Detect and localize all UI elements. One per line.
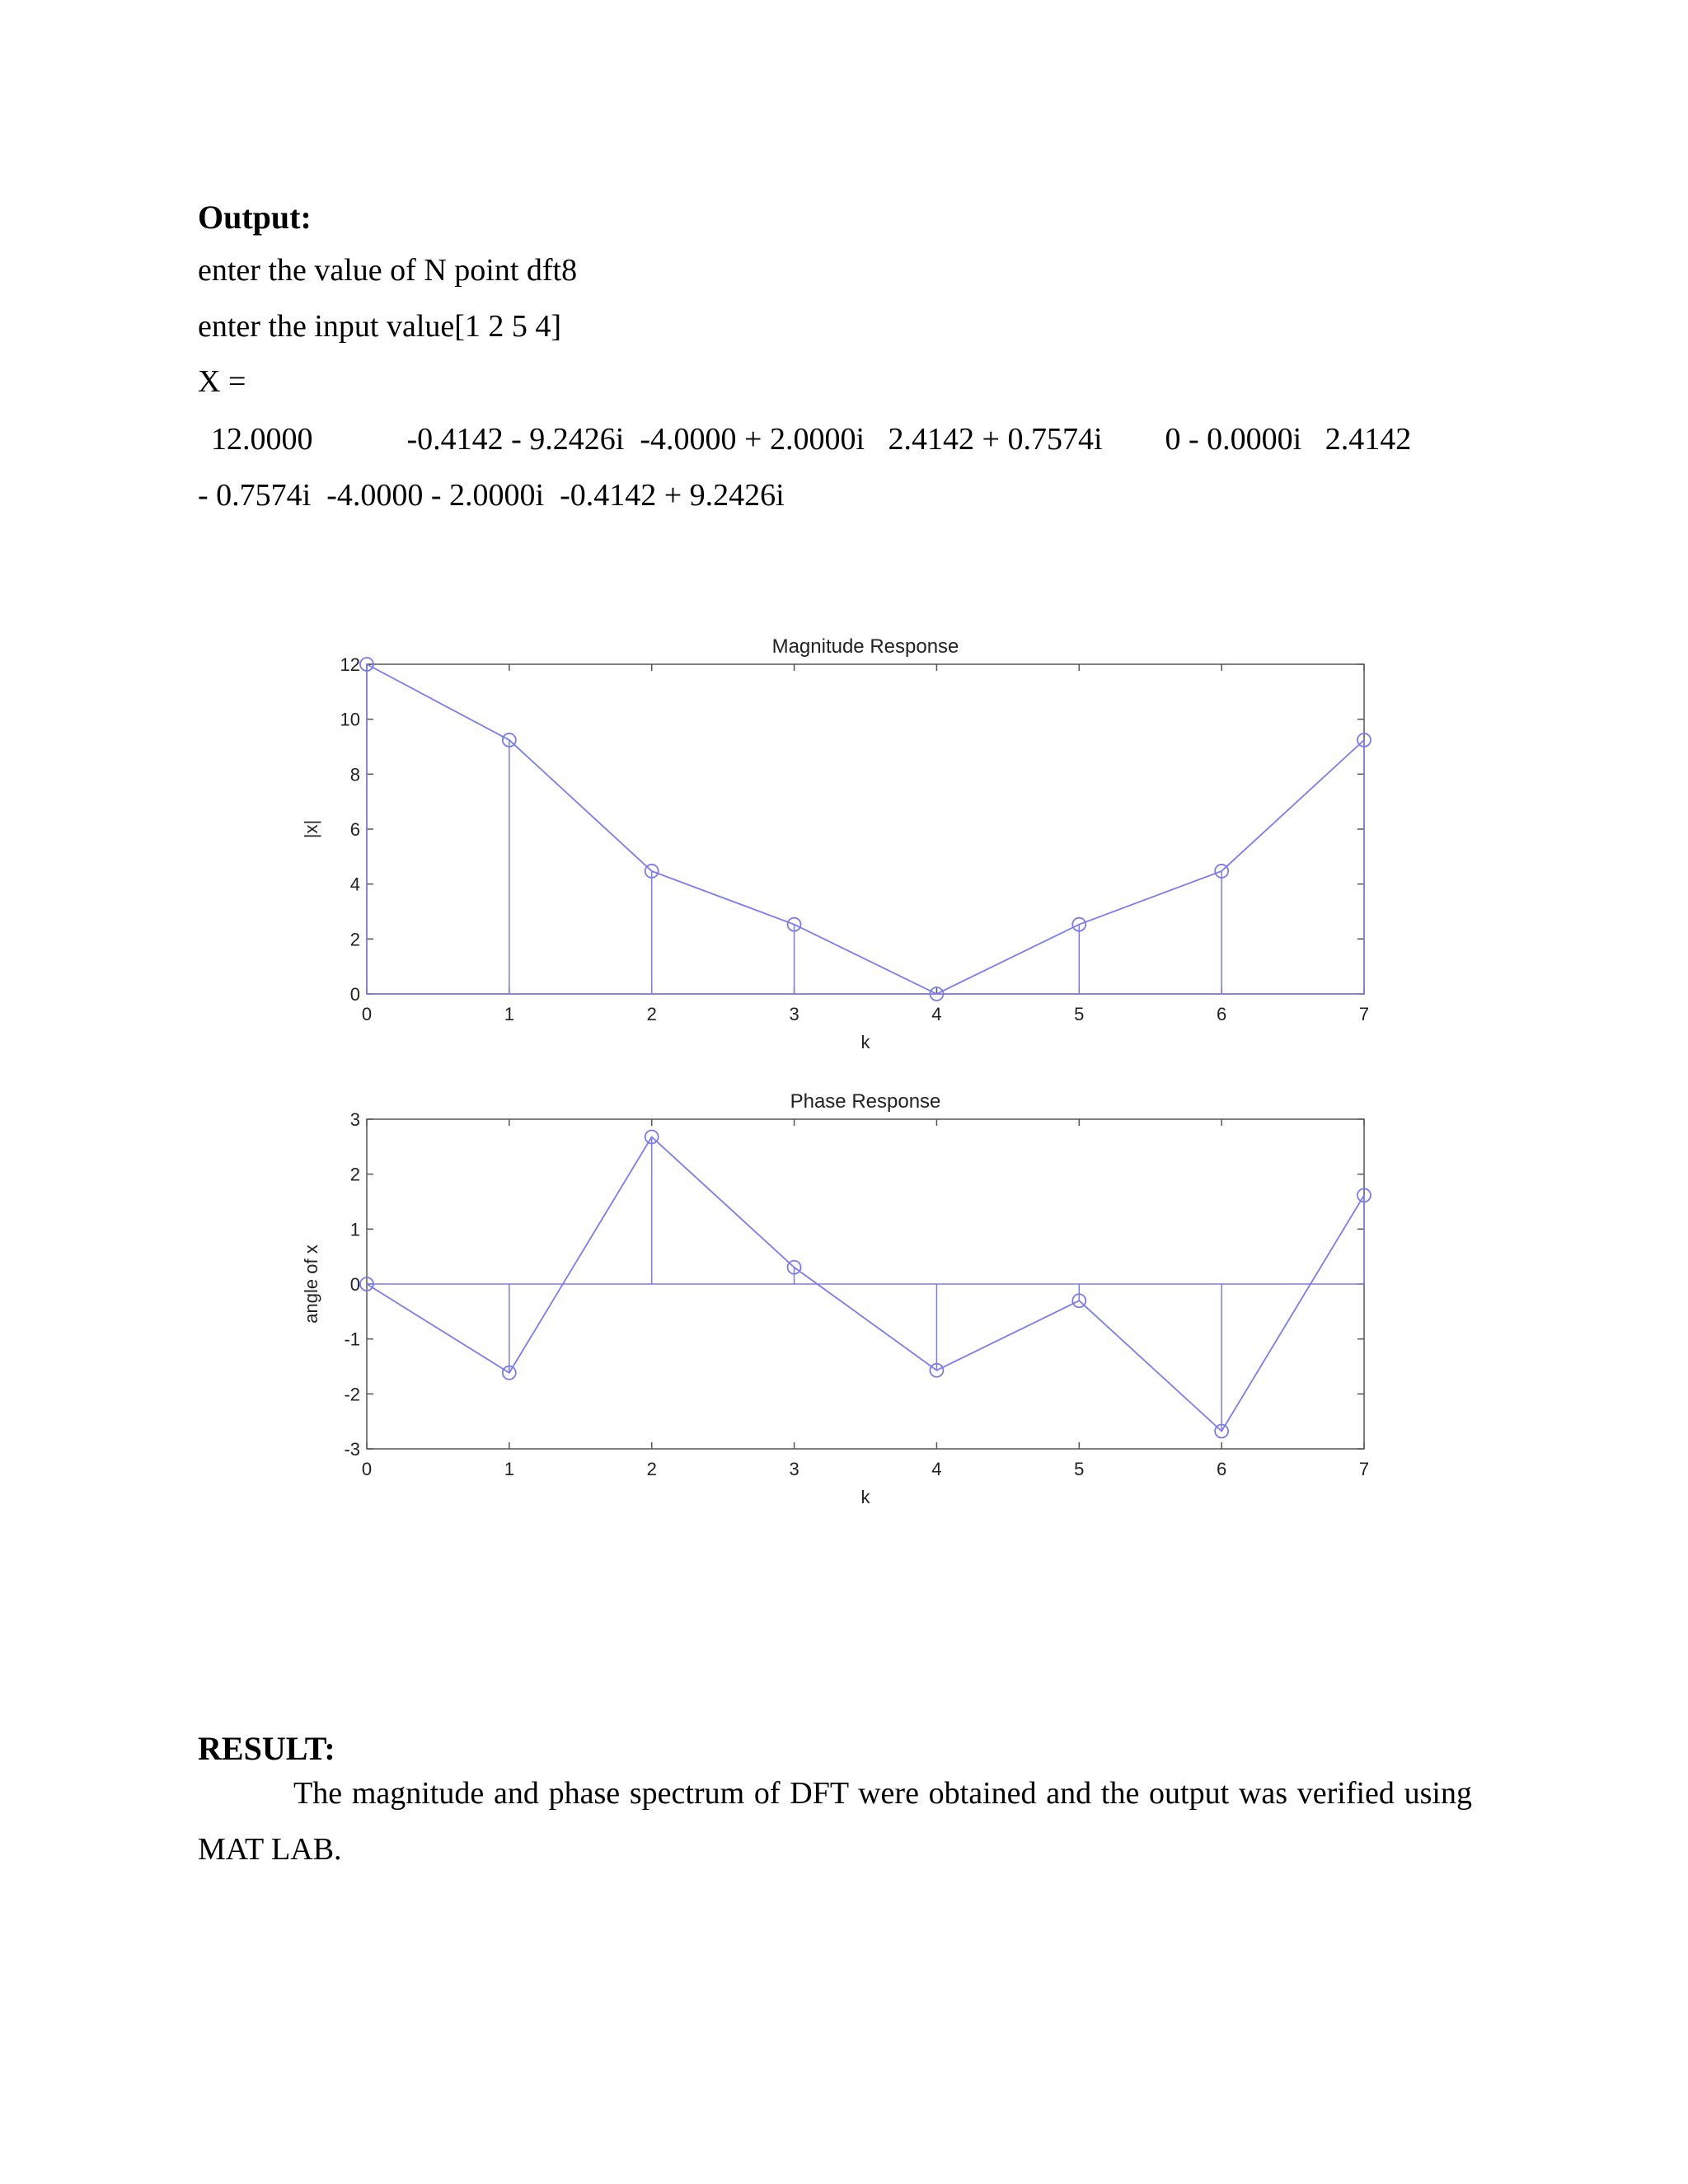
y-axis-label: angle of x — [301, 1244, 321, 1324]
x-tick-label: 6 — [1217, 1004, 1227, 1024]
y-tick-label: -2 — [344, 1384, 360, 1405]
x-tick-label: 0 — [361, 1004, 373, 1024]
x-axis-label: k — [860, 1487, 870, 1507]
y-tick-label: 2 — [349, 1164, 360, 1185]
y-tick-label: 6 — [349, 819, 360, 840]
dft-figure — [288, 618, 1376, 1525]
chart-title: Magnitude Response — [771, 635, 959, 658]
y-tick-label: 0 — [349, 984, 360, 1005]
x-tick-label: 3 — [789, 1004, 799, 1024]
y-axis-label: |x| — [301, 819, 321, 839]
y-tick-label: 1 — [349, 1219, 360, 1240]
dft-values-line-1: 12.0000 -0.4142 - 9.2426i -4.0000 + 2.0000i 2.4142 + 0.7574i 0 - 0.0000i 2.4142 — [211, 422, 1412, 457]
y-tick-label: 2 — [349, 929, 360, 950]
x-tick-label: 2 — [646, 1004, 657, 1024]
x-tick-label: 4 — [931, 1459, 942, 1479]
chart-title: Phase Response — [790, 1090, 941, 1113]
dft-values-line-2: - 0.7574i -4.0000 - 2.0000i -0.4142 + 9.2426i — [198, 478, 785, 513]
x-tick-label: 7 — [1358, 1459, 1370, 1479]
x-axis-label: k — [860, 1032, 870, 1052]
y-tick-label: -3 — [344, 1439, 360, 1460]
x-tick-label: 1 — [504, 1004, 514, 1024]
x-tick-label: 1 — [504, 1459, 514, 1479]
x-tick-label: 3 — [789, 1459, 799, 1479]
series-line — [367, 664, 1364, 994]
y-tick-label: 4 — [349, 874, 360, 895]
magnitude-plot — [301, 635, 1371, 1052]
x-tick-label: 2 — [646, 1459, 657, 1479]
x-tick-label: 0 — [361, 1459, 373, 1479]
y-tick-label: -1 — [344, 1329, 360, 1350]
x-tick-label: 5 — [1074, 1459, 1085, 1479]
x-tick-label: 4 — [931, 1004, 942, 1024]
x-tick-label: 5 — [1074, 1004, 1085, 1024]
result-heading: RESULT: — [198, 1730, 335, 1767]
x-tick-label: 7 — [1358, 1004, 1370, 1024]
phase-plot — [301, 1090, 1371, 1507]
y-tick-label: 3 — [349, 1109, 360, 1130]
x-label-line: X = — [198, 364, 246, 399]
y-tick-label: 12 — [340, 654, 360, 675]
result-text: The magnitude and phase spectrum of DFT were obtained and the output was verified using MAT LAB. — [198, 1776, 1472, 1867]
axes-box — [367, 664, 1364, 994]
y-tick-label: 10 — [340, 709, 360, 730]
x-tick-label: 6 — [1217, 1459, 1227, 1479]
y-tick-label: 0 — [349, 1274, 360, 1295]
output-heading: Output: — [198, 199, 312, 236]
y-tick-label: 8 — [349, 764, 360, 785]
prompt-n-line: enter the value of N point dft8 — [198, 253, 578, 288]
prompt-input-line: enter the input value[1 2 5 4] — [198, 309, 562, 344]
